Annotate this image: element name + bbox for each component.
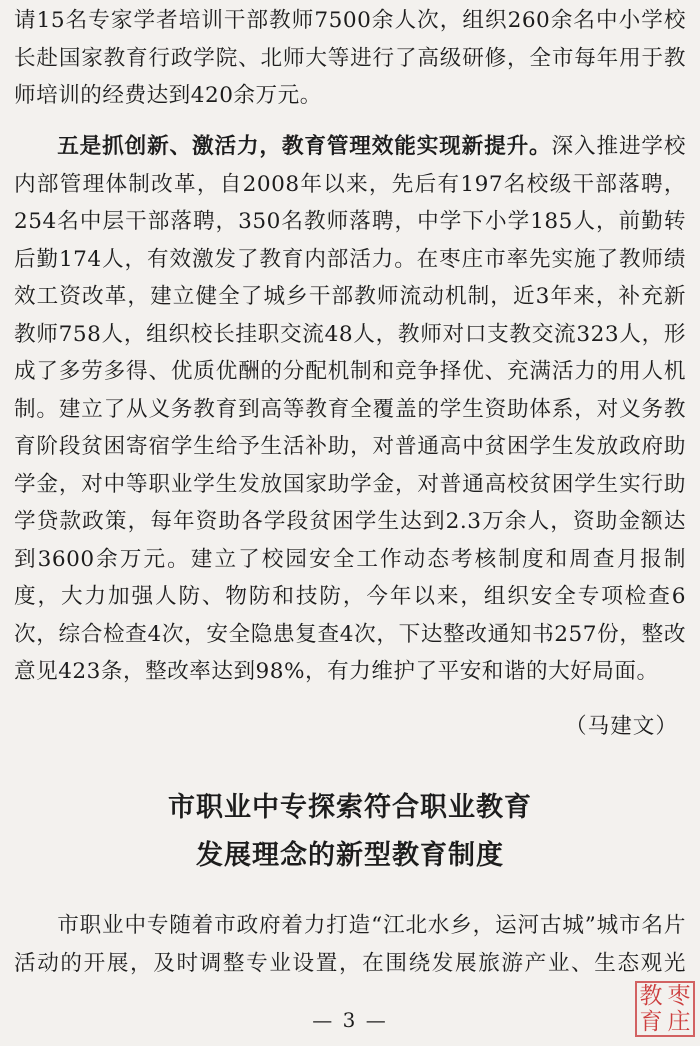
page-number: — 3 — (312, 1008, 388, 1032)
article-title-line-1: 市职业中专探索符合职业教育 (168, 792, 532, 823)
article-title-line-2: 发展理念的新型教育制度 (196, 840, 504, 871)
seal-char: 教 (639, 983, 663, 1009)
paragraph-text: 市职业中专随着市政府着力打造“江北水乡，运河古城”城市名片活动的开展，及时调整专业设置，在围绕发展旅游产业、生态观光 (14, 913, 686, 976)
paragraph-training (14, 2, 686, 115)
paragraph-text: 请15名专家学者培训干部教师7500余人次，组织260余名中小学校长赴国家教育行政学院、北师大等进行了高级研修，全市每年用于教师培训的经费达到420余万元。 (14, 8, 686, 108)
paragraph-body: 深入推进学校内部管理体制改革，自2008年以来，先后有197名校级干部落聘，254名中层干部落聘，350名教师落聘，中学下小学185人，前勤转后勤174人，有效激发了教育内部活力。在枣庄市率先实施了教师绩效工资改革，建立健全了城乡干部教师流动机制，近3年来，补充新教师758人，组织校长挂职交流48人，教师对口支教交流323人，形成了多劳多得、优质优酬的分配机制和竞争择优、充满活力的用人机制。建立了从义务教育到高等教育全覆盖的学生资助体系，对义务教育阶段贫困寄宿学生给予生活补助，对普通高中贫困学生发放政府助学金，对中等职业学生发放国家助学金，对普通高校贫困学生实行助学贷款政策，每年资助各学段贫困学生达到2.3万余人，资助金额达到3600余万元。建立了校园安全工作动态考核制度和周查月报制度，大力加强人防、物防和技防，今年以来，组织安全专项检查6次，综合检查4次，安全隐患复查4次，下达整改通知书257份，整改意见423条，整改率达到98%，有力维护了平安和谐的大好局面。 (14, 134, 686, 684)
author-signature: （马建文） (565, 714, 678, 739)
paragraph-text (14, 128, 686, 691)
seal-char: 育 (639, 1009, 663, 1035)
paragraph-lead: 五是抓创新、激活力，教育管理效能实现新提升。 (57, 134, 552, 159)
paragraph-management-reform (14, 128, 686, 691)
seal-char: 枣 (667, 983, 691, 1009)
seal-char: 庄 (667, 1009, 691, 1035)
seal-stamp (635, 981, 695, 1037)
paragraph-vocational-school (14, 907, 686, 982)
